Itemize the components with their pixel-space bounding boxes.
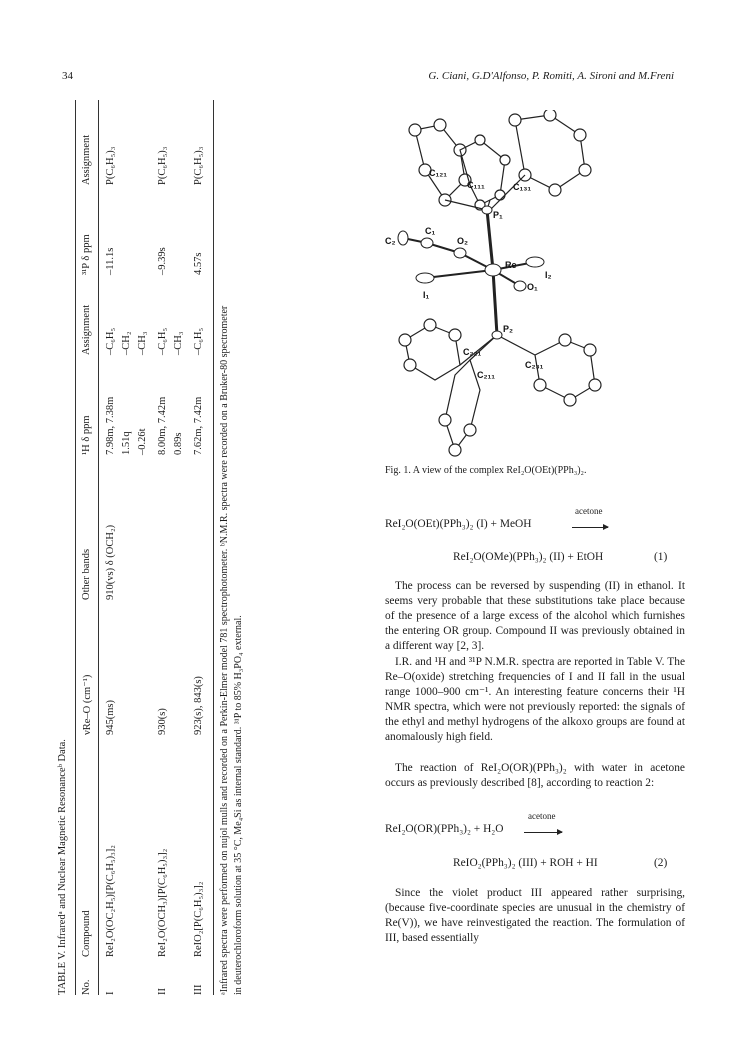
row-ii-assign-1: –C₆H₅ [157,327,168,355]
row-i-h-3: –0.26t [137,428,148,455]
eq1-arrow [572,527,608,528]
label-c231: C₂₃₁ [525,360,544,370]
label-c221: C₂₂₁ [463,347,482,357]
paragraph-3: The reaction of ReI₂O(OR)(PPh₃)₂ with water in acetone occurs as previously described [8], according to reaction 2: [385,762,685,789]
label-c1: C₁ [425,226,436,236]
page-number: 34 [62,70,73,82]
label-c121: C₁₂₁ [429,168,447,178]
atom-p2 [492,331,502,339]
atom-o1 [514,281,526,291]
row-iii-31p: 4.57s [193,252,204,275]
row-ii-h-2: 0.89s [173,432,184,455]
table-rule-bottom [213,100,214,995]
row-i-passign: P(C₆H₅)₃ [105,146,116,185]
label-o1: O₁ [527,282,538,292]
label-c111: C₁₁₁ [467,180,485,190]
row-iii-passign: P(C₆H₅)₃ [193,146,204,185]
eq2-left: ReI₂O(OR)(PPh₃)₂ + H₂O [385,823,504,835]
col-header-1h: ¹H δ ppm [81,415,92,455]
label-c211: C₂₁₁ [477,370,495,380]
row-ii-nu: 930(s) [157,708,168,735]
row-ii-passign: P(C₆H₅)₃ [157,146,168,185]
row-iii-h-1: 7.62m, 7.42m [193,396,204,455]
table-rule-top [75,100,76,995]
row-i-other: 910(vs) δ (OCH₂) [105,524,116,600]
atom-c1 [421,238,433,248]
label-i1: I₁ [423,290,430,300]
col-header-compound: Compound [81,910,92,957]
row-ii-h-1: 8.00m, 7.42m [157,396,168,455]
table-v [55,95,295,995]
row-iii-nu: 923(s), 843(s) [193,676,204,735]
col-header-31p: ³¹P δ ppm [81,234,92,275]
row-i-assign-3: –CH₃ [137,331,148,355]
table-rule-header [98,100,99,995]
col-header-assign1: Assignment [81,304,92,355]
paragraph-4: Since the violet product III appeared rather surprising, (because five-coordinate species are unusual in the chemistry of Re(V)), we have reinvestigated the reaction. The formulation of III, based essentially [385,887,685,944]
row-i-no: I [105,991,116,995]
row-i-compound: ReI₂O(OC₂H₅)[P(C₆H₅)₃]₂ [105,845,116,957]
table-footnote-b: in deuterochloroform solution at 35 °C, Me₄Si as internal standard. ³¹P to 85% H₃PO₄ external. [233,615,244,995]
table-footnote-a: ᵃInfrared spectra were performed on nujol mulls and recorded on a Perkin-Elmer model 781 spectrophotometer. ᵇN.M.R. spectra were recorded on a Bruker-80 spectrometer [219,305,230,995]
row-iii-no: III [193,984,204,995]
eq1-condition: acetone [575,506,603,516]
row-i-h-1: 7.98m, 7.38m [105,396,116,455]
eq2-right: ReIO₂(PPh₃)₂ (III) + ROH + HI [453,857,598,869]
phenyl-ring-c211 [445,360,480,450]
label-c2: C₂ [385,236,396,246]
atom-i2 [526,257,544,267]
label-p2: P₂ [503,324,514,334]
col-header-assign2: Assignment [81,134,92,185]
atom-p1 [482,206,492,214]
row-ii-compound: ReI₂O(OCH₃)[P(C₆H₅)₃]₂ [157,848,168,957]
row-ii-31p: –9.39s [157,247,168,275]
row-iii-compound: ReIO₂[P(C₆H₅)₃]₂ [193,881,204,957]
eq2-condition: acetone [528,811,556,821]
eq2-arrow [524,832,562,833]
atom-c2 [398,231,408,245]
eq1-left: ReI₂O(OEt)(PPh₃)₂ (I) + MeOH [385,518,532,530]
eq2-number: (2) [654,857,668,869]
figure-caption: Fig. 1. A view of the complex ReI₂O(OEt)(PPh₃)₂. [385,465,587,476]
phenyl-ring-c121 [415,125,465,200]
atom-i1 [416,273,434,283]
label-i2: I₂ [545,270,552,280]
eq1-right: ReI₂O(OMe)(PPh₃)₂ (II) + EtOH [453,551,604,563]
col-header-no: No. [81,979,92,995]
row-i-h-2: 1.51q [121,431,132,455]
paragraph-2: I.R. and ¹H and ³¹P N.M.R. spectra are reported in Table V. The Re–O(oxide) stretching frequencies of I and II fall in the usual range 1000–900 cm⁻¹. An interesting feature concerns their ¹H NMR spectra, which were not previously reported: the signals of the ethyl and methyl hydrogens of the alkoxo groups are found at anomalously high field. [385,656,685,743]
paragraph-1: The process can be reversed by suspending (II) in ethanol. It seems very probable that these substitutions take place because of the presence of a large excess of the alcohol which furnishes the entering OR group. Compound II was previously obtained in a different way [2, 3]. [385,580,685,652]
table-caption: TABLE V. Infraredᵃ and Nuclear Magnetic Resonanceᵇ Data. [57,739,68,995]
row-ii-no: II [157,988,168,995]
col-header-other: Other bands [81,548,92,600]
molecular-structure-figure [385,110,675,460]
col-header-nu: νRe–O (cm⁻¹) [82,674,93,735]
atom-re [485,264,501,276]
atom-o2 [454,248,466,258]
label-re: Re [505,260,517,270]
eq1-number: (1) [654,551,668,563]
row-iii-assign-1: –C₆H₅ [193,327,204,355]
row-i-31p: –11.1s [105,247,116,275]
label-c131: C₁₃₁ [513,182,532,192]
label-p1: P₁ [493,210,503,220]
row-i-assign-2: –CH₂ [121,331,132,355]
label-o2: O₂ [457,236,468,246]
running-header-authors: G. Ciani, G.D'Alfonso, P. Romiti, A. Sironi and M.Freni [428,70,674,82]
table-v-wrapper [55,95,295,995]
row-ii-assign-2: –CH₃ [173,331,184,355]
row-i-nu: 945(ms) [105,700,116,735]
row-i-assign-1: –C₆H₅ [105,327,116,355]
